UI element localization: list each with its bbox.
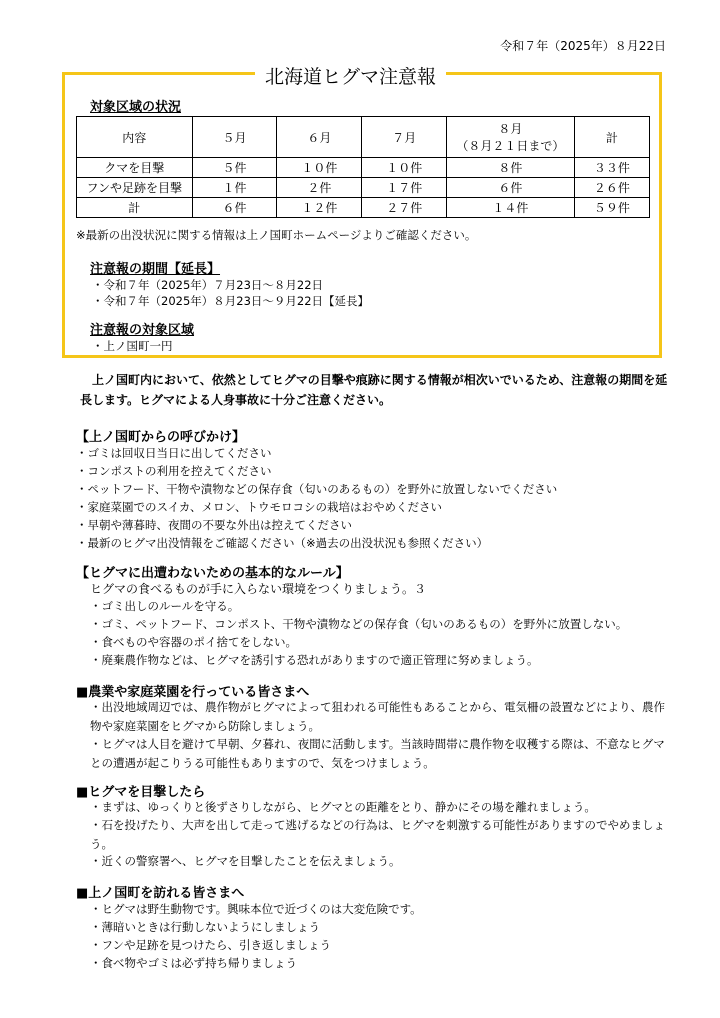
table-cell: ５件 [192, 158, 277, 178]
area-heading: 注意報の対象区域 [90, 323, 195, 338]
table-row [77, 178, 650, 198]
list-item: ・石を投げたり、大声を出して走って逃げるなどの行為は、ヒグマを刺激する可能性がありますのでやめましょう。 [90, 818, 665, 851]
period-item: ・令和７年（2025年）７月23日～８月22日 [92, 278, 324, 292]
table-cell: １０件 [362, 158, 447, 178]
header-cell: ７月 [362, 117, 447, 158]
list-item: ・ヒグマは野生動物です。興味本位で近づくのは大変危険です。 [90, 902, 422, 916]
table-cell: ３３件 [574, 158, 649, 178]
list-item: ・出没地域周辺では、農作物がヒグマによって狙われる可能性もあることから、電気柵の設置などにより、農作物や家庭菜園をヒグマから防除しましょう。 [90, 700, 665, 733]
table-cell: ８件 [447, 158, 575, 178]
table-cell: ２件 [277, 178, 362, 198]
period-item: ・令和７年（2025年）８月23日～９月22日【延長】 [92, 294, 370, 308]
table-cell: フンや足跡を目撃 [77, 178, 193, 198]
issue-date: 令和７年（2025年）８月22日 [500, 39, 666, 53]
list-item: ・ゴミ出しのルールを守る。 [90, 599, 240, 613]
table-row [77, 198, 650, 218]
header-cell [447, 117, 575, 158]
table-cell: １件 [192, 178, 277, 198]
notice-title: 北海道ヒグマ注意報 [255, 62, 446, 89]
table-cell: ２７件 [362, 198, 447, 218]
area-item: ・上ノ国町一円 [92, 339, 173, 353]
intro-paragraph: 上ノ国町内において、依然としてヒグマの目撃や痕跡に関する情報が相次いでいるため、注意報の期間を延長します。ヒグマによる人身事故に十分ご注意ください。 [80, 373, 668, 407]
header-cell-note: （８月２１日まで） [456, 139, 565, 153]
list-item: ・ゴミ、ペットフード、コンポスト、干物や漬物などの保存食（匂いのあるもの）を野外に放置しない。 [90, 617, 628, 631]
table-cell: ２６件 [574, 178, 649, 198]
table-cell: １２件 [277, 198, 362, 218]
list-item: ・コンポストの利用を控えてください [76, 464, 272, 478]
list-item: ・最新のヒグマ出没情報をご確認ください（※過去の出没状況も参照ください） [76, 536, 489, 550]
rules-lead: ヒグマの食べるものが手に入らない環境をつくりましょう。３ [90, 582, 427, 596]
table-note: ※最新の出没状況に関する情報は上ノ国町ホームページよりご確認ください。 [76, 228, 477, 242]
list-item: ・薄暗いときは行動しないようにしましょう [90, 920, 320, 934]
farm-heading: ■農業や家庭菜園を行っている皆さまへ [76, 685, 310, 700]
list-item: ・食べ物やゴミは必ず持ち帰りましょう [90, 956, 297, 970]
table-header-row [77, 117, 650, 158]
table-cell: １７件 [362, 178, 447, 198]
list-item: ・家庭菜園でのスイカ、メロン、トウモロコシの栽培はおやめください [76, 500, 443, 514]
period-heading: 注意報の期間【延長】 [90, 262, 221, 277]
table-cell: ５９件 [574, 198, 649, 218]
list-item: ・食べものや容器のポイ捨てをしない。 [90, 635, 297, 649]
header-cell-month: ８月 [498, 122, 523, 136]
table-cell: ６件 [192, 198, 277, 218]
table-cell: ６件 [447, 178, 575, 198]
list-item: ・ペットフード、干物や漬物などの保存食（匂いのあるもの）を野外に放置しないでください [76, 482, 558, 496]
visitors-heading: ■上ノ国町を訪れる皆さまへ [76, 886, 245, 901]
table-cell: １４件 [447, 198, 575, 218]
table-cell: クマを目撃 [77, 158, 193, 178]
header-cell: ５月 [192, 117, 277, 158]
list-item: ・近くの警察署へ、ヒグマを目撃したことを伝えましょう。 [90, 854, 401, 868]
rules-heading: 【ヒグマに出遭わないための基本的なルール】 [76, 566, 349, 581]
list-item: ・早朝や薄暮時、夜間の不要な外出は控えてください [76, 518, 352, 532]
table-cell: １０件 [277, 158, 362, 178]
sighting-heading: ■ヒグマを目撃したら [76, 785, 206, 800]
table-row [77, 158, 650, 178]
list-item: ・ヒグマは人目を避けて早朝、夕暮れ、夜間に活動します。当該時間帯に農作物を収穫する際は、不意なヒグマとの遭遇が起こりうる可能性もありますので、気をつけましょう。 [90, 737, 665, 770]
table-cell: 計 [77, 198, 193, 218]
header-cell: ６月 [277, 117, 362, 158]
stats-table [76, 116, 650, 218]
list-item: ・フンや足跡を見つけたら、引き返しましょう [90, 938, 332, 952]
header-cell: 内容 [77, 117, 193, 158]
callout-heading: 【上ノ国町からの呼びかけ】 [76, 430, 246, 445]
list-item: ・廃棄農作物などは、ヒグマを誘引する恐れがありますので適正管理に努めましょう。 [90, 653, 539, 667]
list-item: ・まずは、ゆっくりと後ずさりしながら、ヒグマとの距離をとり、静かにその場を離れましょう。 [90, 800, 596, 814]
status-heading: 対象区域の状況 [90, 100, 182, 115]
header-cell: 計 [574, 117, 649, 158]
list-item: ・ゴミは回収日当日に出してください [76, 446, 272, 460]
